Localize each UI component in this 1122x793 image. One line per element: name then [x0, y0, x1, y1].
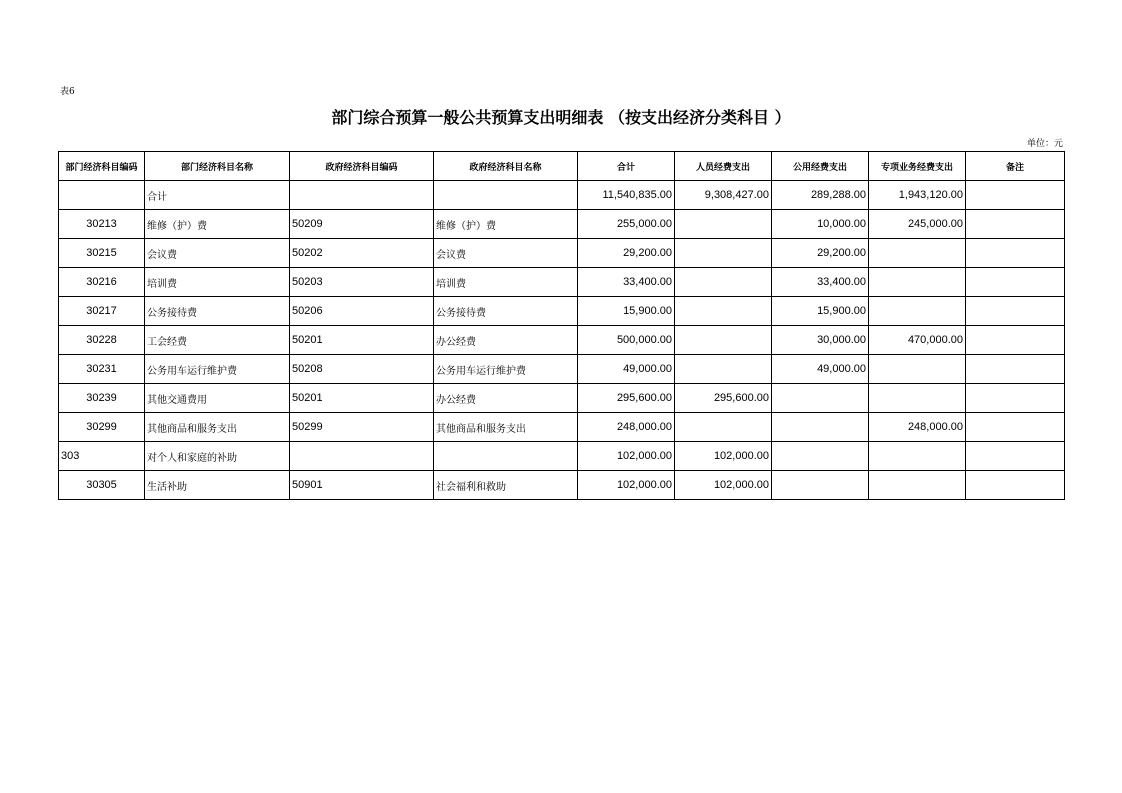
dept-name-cell: 生活补助: [145, 471, 290, 500]
gov-code-cell: 50201: [290, 384, 434, 413]
gov-code-cell: 50202: [290, 239, 434, 268]
personnel-cell: [675, 297, 772, 326]
note-cell: [966, 181, 1065, 210]
gov-code-cell: 50203: [290, 268, 434, 297]
dept-code-cell: 30228: [59, 326, 145, 355]
gov-name-cell: [434, 442, 578, 471]
special-cell: [869, 268, 966, 297]
public-cell: 15,900.00: [772, 297, 869, 326]
total-cell: 15,900.00: [578, 297, 675, 326]
note-cell: [966, 413, 1065, 442]
table-number: 表6: [60, 87, 75, 97]
dept-name-cell: 合计: [145, 181, 290, 210]
public-cell: 30,000.00: [772, 326, 869, 355]
note-cell: [966, 326, 1065, 355]
gov-name-cell: 其他商品和服务支出: [434, 413, 578, 442]
total-cell: 11,540,835.00: [578, 181, 675, 210]
gov-name-cell: 维修（护）费: [434, 210, 578, 239]
total-cell: 49,000.00: [578, 355, 675, 384]
public-cell: 289,288.00: [772, 181, 869, 210]
gov-code-cell: [290, 181, 434, 210]
special-cell: 248,000.00: [869, 413, 966, 442]
expenditure-table: [58, 151, 1065, 500]
public-cell: [772, 471, 869, 500]
personnel-cell: [675, 210, 772, 239]
dept-code-cell: 30213: [59, 210, 145, 239]
dept-name-cell: 维修（护）费: [145, 210, 290, 239]
dept-code-cell: 30217: [59, 297, 145, 326]
gov-name-cell: [434, 181, 578, 210]
dept-name-cell: 工会经费: [145, 326, 290, 355]
personnel-cell: [675, 268, 772, 297]
header-special: 专项业务经费支出: [869, 152, 966, 181]
header-row: [59, 152, 1065, 181]
dept-code-cell: 30231: [59, 355, 145, 384]
gov-name-cell: 办公经费: [434, 384, 578, 413]
total-cell: 295,600.00: [578, 384, 675, 413]
gov-code-cell: 50201: [290, 326, 434, 355]
note-cell: [966, 239, 1065, 268]
gov-name-cell: 办公经费: [434, 326, 578, 355]
total-cell: 500,000.00: [578, 326, 675, 355]
dept-code-cell: 30299: [59, 413, 145, 442]
dept-name-cell: 对个人和家庭的补助: [145, 442, 290, 471]
public-cell: [772, 413, 869, 442]
header-dept-code: 部门经济科目编码: [59, 152, 145, 181]
header-personnel: 人员经费支出: [675, 152, 772, 181]
total-cell: 248,000.00: [578, 413, 675, 442]
table-row: [59, 442, 1065, 471]
special-cell: [869, 442, 966, 471]
dept-name-cell: 公务接待费: [145, 297, 290, 326]
public-cell: 10,000.00: [772, 210, 869, 239]
note-cell: [966, 297, 1065, 326]
special-cell: [869, 384, 966, 413]
table-row: [59, 268, 1065, 297]
gov-name-cell: 公务接待费: [434, 297, 578, 326]
special-cell: 245,000.00: [869, 210, 966, 239]
dept-code-cell: 303: [59, 442, 145, 471]
header-gov-name: 政府经济科目名称: [434, 152, 578, 181]
special-cell: [869, 355, 966, 384]
table-row: [59, 181, 1065, 210]
gov-name-cell: 会议费: [434, 239, 578, 268]
table-row: [59, 471, 1065, 500]
dept-code-cell: 30215: [59, 239, 145, 268]
gov-code-cell: 50206: [290, 297, 434, 326]
public-cell: 49,000.00: [772, 355, 869, 384]
dept-code-cell: [59, 181, 145, 210]
total-cell: 29,200.00: [578, 239, 675, 268]
unit-label: 单位：元: [1026, 139, 1063, 149]
personnel-cell: 102,000.00: [675, 471, 772, 500]
table-row: [59, 355, 1065, 384]
table-row: [59, 297, 1065, 326]
special-cell: [869, 297, 966, 326]
special-cell: 1,943,120.00: [869, 181, 966, 210]
personnel-cell: [675, 355, 772, 384]
header-gov-code: 政府经济科目编码: [290, 152, 434, 181]
note-cell: [966, 210, 1065, 239]
special-cell: [869, 239, 966, 268]
public-cell: 33,400.00: [772, 268, 869, 297]
table-row: [59, 384, 1065, 413]
total-cell: 255,000.00: [578, 210, 675, 239]
note-cell: [966, 471, 1065, 500]
header-total: 合计: [578, 152, 675, 181]
dept-name-cell: 其他交通费用: [145, 384, 290, 413]
gov-code-cell: 50209: [290, 210, 434, 239]
dept-name-cell: 会议费: [145, 239, 290, 268]
header-note: 备注: [966, 152, 1065, 181]
note-cell: [966, 268, 1065, 297]
gov-name-cell: 培训费: [434, 268, 578, 297]
public-cell: [772, 384, 869, 413]
page-title: 部门综合预算一般公共预算支出明细表 （按支出经济分类科目 ）: [331, 108, 791, 127]
gov-code-cell: 50299: [290, 413, 434, 442]
table-row: [59, 210, 1065, 239]
total-cell: 102,000.00: [578, 471, 675, 500]
table-row: [59, 239, 1065, 268]
public-cell: 29,200.00: [772, 239, 869, 268]
gov-code-cell: 50208: [290, 355, 434, 384]
table-row: [59, 413, 1065, 442]
header-public: 公用经费支出: [772, 152, 869, 181]
gov-code-cell: [290, 442, 434, 471]
dept-code-cell: 30239: [59, 384, 145, 413]
dept-name-cell: 其他商品和服务支出: [145, 413, 290, 442]
personnel-cell: [675, 239, 772, 268]
total-cell: 33,400.00: [578, 268, 675, 297]
table-row: [59, 326, 1065, 355]
public-cell: [772, 442, 869, 471]
dept-code-cell: 30305: [59, 471, 145, 500]
personnel-cell: 295,600.00: [675, 384, 772, 413]
dept-code-cell: 30216: [59, 268, 145, 297]
gov-name-cell: 社会福利和救助: [434, 471, 578, 500]
personnel-cell: [675, 413, 772, 442]
gov-name-cell: 公务用车运行维护费: [434, 355, 578, 384]
dept-name-cell: 公务用车运行维护费: [145, 355, 290, 384]
total-cell: 102,000.00: [578, 442, 675, 471]
special-cell: [869, 471, 966, 500]
gov-code-cell: 50901: [290, 471, 434, 500]
personnel-cell: 102,000.00: [675, 442, 772, 471]
header-dept-name: 部门经济科目名称: [145, 152, 290, 181]
note-cell: [966, 355, 1065, 384]
special-cell: 470,000.00: [869, 326, 966, 355]
note-cell: [966, 384, 1065, 413]
personnel-cell: [675, 326, 772, 355]
note-cell: [966, 442, 1065, 471]
personnel-cell: 9,308,427.00: [675, 181, 772, 210]
dept-name-cell: 培训费: [145, 268, 290, 297]
